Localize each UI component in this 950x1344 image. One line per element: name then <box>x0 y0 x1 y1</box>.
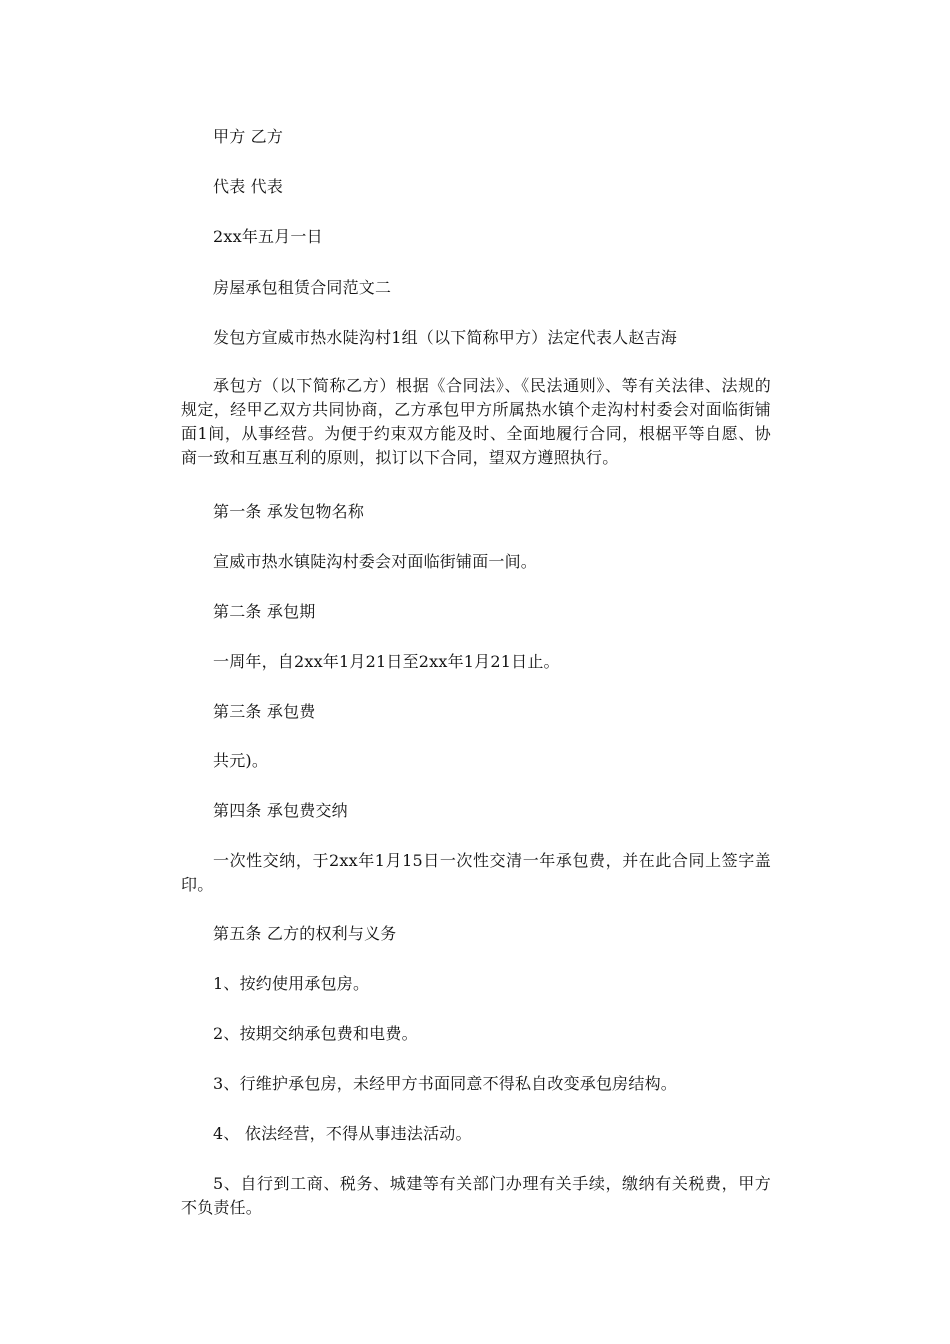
contract-preamble: 承包方（以下简称乙方）根据《合同法》、《民法通则》、等有关法律、法规的规定，经甲乙双方共同协商，乙方承包甲方所属热水镇个走沟村村委会对面临街铺面1间，从事经营。为便于约束双方能及时、全面地履行合同，根椐平等自愿、协商一致和互惠互利的原则，拟订以下合同，望双方遵照执行。 <box>181 376 771 467</box>
article-4-body: 一次性交纳，于2xx年1月15日一次性交清一年承包费，并在此合同上签字盖印。 <box>181 851 771 894</box>
article-3-body: 共元)。 <box>213 751 269 770</box>
signature-parties-line: 甲方 乙方 <box>213 127 284 146</box>
article-4-heading: 第四条 承包费交纳 <box>213 801 348 820</box>
article-2-body: 一周年，自2xx年1月21日至2xx年1月21日止。 <box>213 652 560 671</box>
article-5-item-3: 3、行维护承包房，未经甲方书面同意不得私自改变承包房结构。 <box>213 1074 677 1093</box>
article-3-heading: 第三条 承包费 <box>213 702 316 721</box>
article-2-heading: 第二条 承包期 <box>213 602 316 621</box>
section-title: 房屋承包租赁合同范文二 <box>213 278 392 297</box>
article-5-item-4: 4、 依法经营，不得从事违法活动。 <box>213 1124 472 1143</box>
article-5-item-2: 2、按期交纳承包费和电费。 <box>213 1024 418 1043</box>
article-1-heading: 第一条 承发包物名称 <box>213 502 365 521</box>
signature-representatives-line: 代表 代表 <box>213 177 284 196</box>
article-5-heading: 第五条 乙方的权利与义务 <box>213 924 397 943</box>
article-1-body: 宣威市热水镇陡沟村委会对面临街铺面一间。 <box>213 552 538 571</box>
contractor-a-line: 发包方宣威市热水陡沟村1组（以下简称甲方）法定代表人赵吉海 <box>213 328 677 347</box>
signature-date: 2xx年五月一日 <box>213 227 323 246</box>
article-5-item-5: 5、自行到工商、税务、城建等有关部门办理有关手续，缴纳有关税费，甲方不负责任。 <box>181 1174 771 1217</box>
article-5-item-1: 1、按约使用承包房。 <box>213 974 370 993</box>
